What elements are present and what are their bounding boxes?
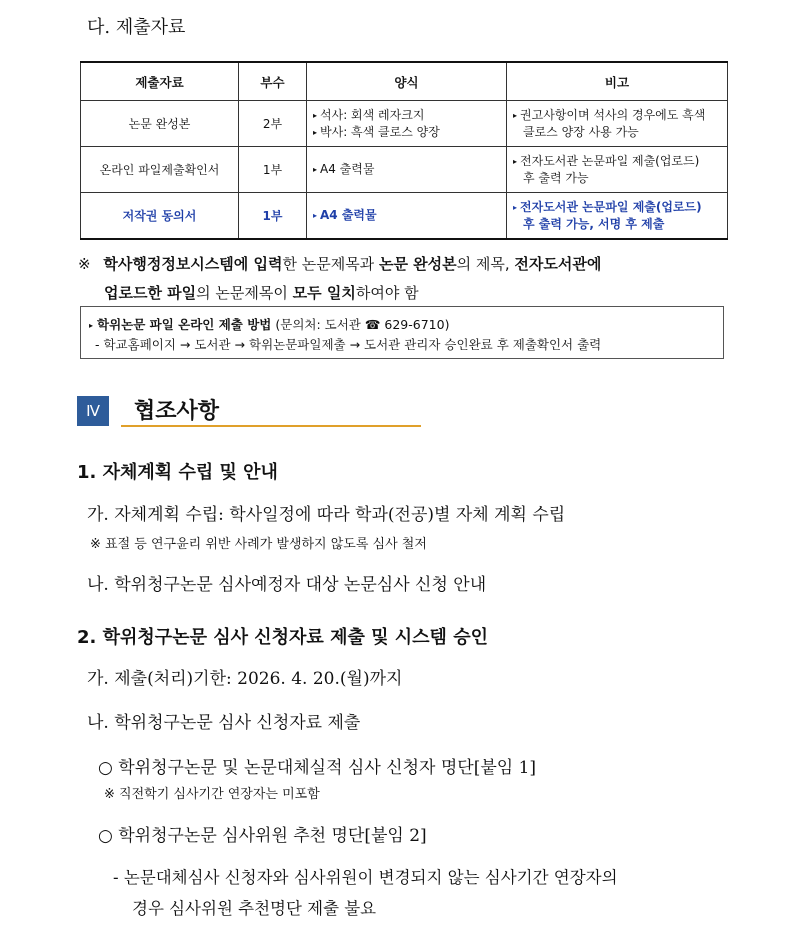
circle-item-1: ○ 학위청구논문 및 논문대체실적 심사 신청자 명단[붙임 1] xyxy=(98,758,537,778)
table-header: 양식 xyxy=(307,62,507,101)
table-row xyxy=(81,101,728,147)
bullet-icon: ▸ xyxy=(513,156,518,166)
subsection-heading: 다. 제출자료 xyxy=(87,17,186,38)
submission-table xyxy=(80,61,728,240)
table-cell-format: ▸ A4 출력물 xyxy=(307,193,507,240)
bullet-icon: ▸ xyxy=(513,202,518,212)
table-cell-count: 1부 xyxy=(239,193,307,240)
notice-mark: ※ xyxy=(78,255,91,273)
section-underline xyxy=(121,425,421,427)
table-row xyxy=(81,193,728,240)
circle-item-2: ○ 학위청구논문 심사위원 추천 명단[붙임 2] xyxy=(98,826,427,846)
section-title: 협조사항 xyxy=(134,399,220,424)
item-na-1: 나. 학위청구논문 심사예정자 대상 논문심사 신청 안내 xyxy=(87,575,487,595)
table-cell-count: 2부 xyxy=(239,101,307,147)
dash-item-1: - 논문대체심사 신청자와 심사위원이 변경되지 않는 심사기간 연장자의 xyxy=(113,868,618,887)
info-box xyxy=(80,306,724,359)
dash-item-1-cont: 경우 심사위원 추천명단 제출 불요 xyxy=(132,899,377,918)
item-ga-2: 가. 제출(처리)기한: 2026. 4. 20.(월)까지 xyxy=(87,669,403,689)
info-box-contact: (문의처: 도서관 ☎ 629-6710) xyxy=(275,317,450,332)
table-cell-item: 저작권 동의서 xyxy=(81,193,239,240)
info-box-path: - 학교홈페이지 → 도서관 → 학위논문파일제출 → 도서관 관리자 승인완료 후 제출확인서 출력 xyxy=(95,337,602,352)
heading-2: 2. 학위청구논문 심사 신청자료 제출 및 시스템 승인 xyxy=(77,627,488,648)
table-cell-count: 1부 xyxy=(239,147,307,193)
table-header-row xyxy=(81,62,728,101)
circle-item-1-note: ※ 직전학기 심사기간 연장자는 미포함 xyxy=(104,787,320,802)
item-ga-1: 가. 자체계획 수립: 학사일정에 따라 학과(전공)별 자체 계획 수립 xyxy=(87,505,566,525)
bullet-icon: ▸ xyxy=(89,321,94,330)
table-row xyxy=(81,147,728,193)
item-ga-1-note: ※ 표절 등 연구윤리 위반 사례가 발생하지 않도록 심사 철저 xyxy=(90,537,427,552)
bullet-icon: ▸ xyxy=(513,110,518,120)
bullet-icon: ▸ xyxy=(313,110,318,120)
bullet-icon: ▸ xyxy=(313,211,318,220)
heading-1: 1. 자체계획 수립 및 안내 xyxy=(77,462,278,483)
table-header: 부수 xyxy=(239,62,307,101)
table-cell-note: ▸ 권고사항이며 석사의 경우에도 흑색 클로스 양장 사용 가능 xyxy=(507,101,728,147)
item-na-2: 나. 학위청구논문 심사 신청자료 제출 xyxy=(87,713,361,733)
notice-paragraph: ※ 학사행정정보시스템에 입력한 논문제목과 논문 완성본의 제목, 전자도서관에 업로드한 파일의 논문제목이 모두 일치하여야 함 xyxy=(78,255,602,302)
bullet-icon: ▸ xyxy=(313,127,318,137)
bullet-icon: ▸ xyxy=(313,165,318,174)
table-cell-note: ▸ 전자도서관 논문파일 제출(업로드) 후 출력 가능 xyxy=(507,147,728,193)
table-header: 비고 xyxy=(507,62,728,101)
table-cell-note: ▸ 전자도서관 논문파일 제출(업로드) 후 출력 가능, 서명 후 제출 xyxy=(507,193,728,240)
table-cell-item: 논문 완성본 xyxy=(81,101,239,147)
table-cell-format: ▸ 석사: 회색 레자크지 ▸ 박사: 흑색 클로스 양장 xyxy=(307,101,507,147)
table-header: 제출자료 xyxy=(81,62,239,101)
table-cell-item: 온라인 파일제출확인서 xyxy=(81,147,239,193)
table-cell-format: ▸ A4 출력물 xyxy=(307,147,507,193)
info-box-title: 학위논문 파일 온라인 제출 방법 xyxy=(97,317,272,332)
section-number-badge: Ⅳ xyxy=(77,396,109,426)
